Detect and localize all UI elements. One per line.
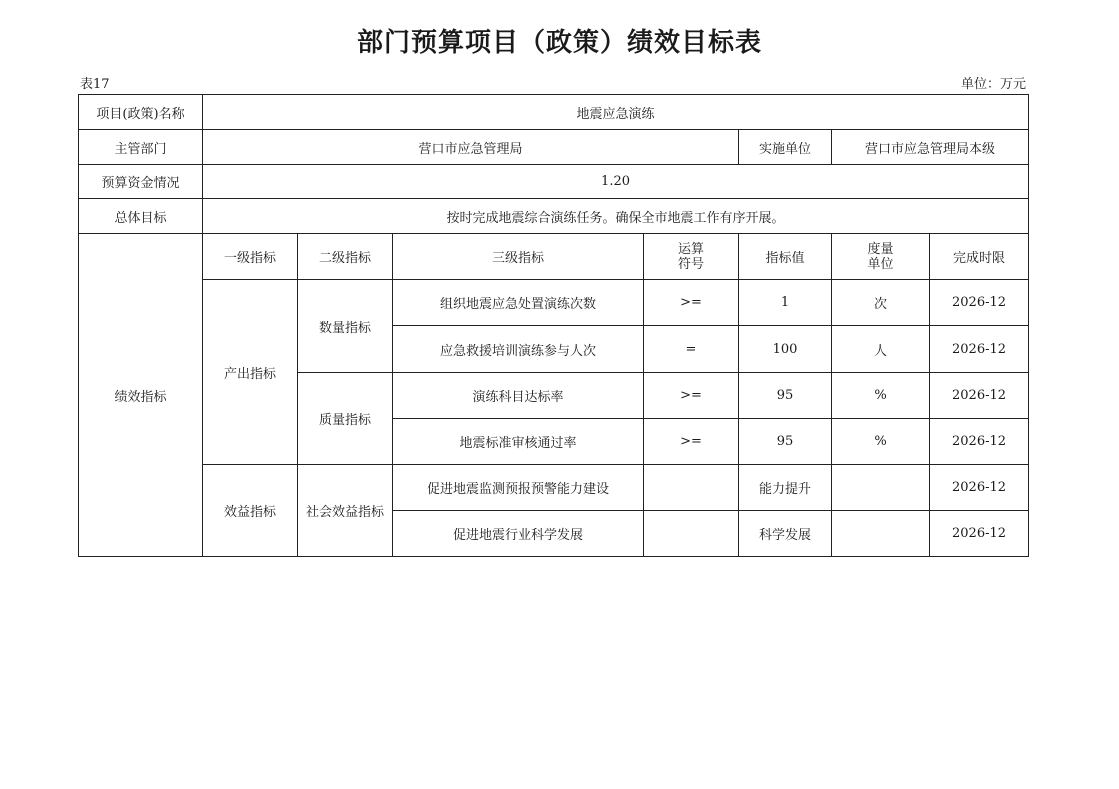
indicator-deadline: 2026-12 — [930, 373, 1029, 419]
subgroup-quantity-indicators: 数量指标 — [298, 280, 393, 373]
header-unit-line2: 单位 — [867, 256, 894, 272]
group-output-indicators: 产出指标 — [203, 280, 298, 465]
indicator-deadline: 2026-12 — [930, 511, 1029, 557]
project-name-label: 项目(政策)名称 — [79, 95, 203, 130]
budget-label: 预算资金情况 — [79, 165, 203, 199]
indicator-unit: 人 — [832, 326, 930, 373]
indicator-deadline: 2026-12 — [930, 419, 1029, 465]
header-unit — [832, 234, 930, 280]
header-level2: 二级指标 — [298, 234, 393, 280]
indicator-operator — [644, 465, 739, 511]
indicator-value: 95 — [739, 373, 832, 419]
indicator-value: 能力提升 — [739, 465, 832, 511]
unit-label: 单位：万元 — [960, 77, 1026, 92]
indicator-value: 95 — [739, 419, 832, 465]
indicator-unit: % — [832, 373, 930, 419]
project-row — [79, 95, 1029, 130]
indicator-name: 地震标准审核通过率 — [393, 419, 644, 465]
overall-goal-label: 总体目标 — [79, 199, 203, 234]
group-benefit-indicators: 效益指标 — [203, 465, 298, 557]
indicator-unit: % — [832, 419, 930, 465]
indicator-value: 科学发展 — [739, 511, 832, 557]
indicator-unit: 次 — [832, 280, 930, 326]
page-title: 部门预算项目（政策）绩效目标表 — [356, 28, 762, 58]
budget-row — [79, 165, 1029, 199]
header-operator-line2: 符号 — [677, 256, 704, 272]
goal-row — [79, 199, 1029, 234]
indicator-deadline: 2026-12 — [930, 465, 1029, 511]
indicator-operator: >= — [644, 280, 739, 326]
indicator-value: 1 — [739, 280, 832, 326]
header-level1: 一级指标 — [203, 234, 298, 280]
indicator-name: 促进地震监测预报预警能力建设 — [393, 465, 644, 511]
subgroup-quality-indicators: 质量指标 — [298, 373, 393, 465]
table-row — [79, 280, 1029, 326]
indicator-unit — [832, 465, 930, 511]
indicator-operator: = — [644, 326, 739, 373]
budget-value: 1.20 — [203, 165, 1029, 199]
project-name-value: 地震应急演练 — [203, 95, 1029, 130]
subgroup-social-benefit-indicators: 社会效益指标 — [298, 465, 393, 557]
indicator-deadline: 2026-12 — [930, 280, 1029, 326]
department-label: 主管部门 — [79, 130, 203, 165]
indicator-unit — [832, 511, 930, 557]
indicator-name: 促进地震行业科学发展 — [393, 511, 644, 557]
department-row — [79, 130, 1029, 165]
indicator-operator: >= — [644, 373, 739, 419]
indicator-operator — [644, 511, 739, 557]
overall-goal-value: 按时完成地震综合演练任务。确保全市地震工作有序开展。 — [203, 199, 1029, 234]
indicator-deadline: 2026-12 — [930, 326, 1029, 373]
table-row — [79, 465, 1029, 511]
header-unit-line1: 度量 — [867, 241, 894, 257]
indicator-name: 演练科目达标率 — [393, 373, 644, 419]
indicator-name: 组织地震应急处置演练次数 — [393, 280, 644, 326]
implementing-unit-value: 营口市应急管理局本级 — [832, 130, 1029, 165]
indicator-name: 应急救援培训演练参与人次 — [393, 326, 644, 373]
indicator-operator: >= — [644, 419, 739, 465]
header-deadline: 完成时限 — [930, 234, 1029, 280]
department-value: 营口市应急管理局 — [203, 130, 739, 165]
performance-target-table — [78, 94, 1029, 557]
header-value: 指标值 — [739, 234, 832, 280]
performance-indicators-label: 绩效指标 — [79, 234, 203, 557]
implementing-unit-label: 实施单位 — [739, 130, 832, 165]
header-operator-line1: 运算 — [677, 241, 704, 257]
indicator-header-row — [79, 234, 1029, 280]
header-level3: 三级指标 — [393, 234, 644, 280]
table-number: 表17 — [80, 77, 110, 92]
indicator-value: 100 — [739, 326, 832, 373]
header-operator — [644, 234, 739, 280]
